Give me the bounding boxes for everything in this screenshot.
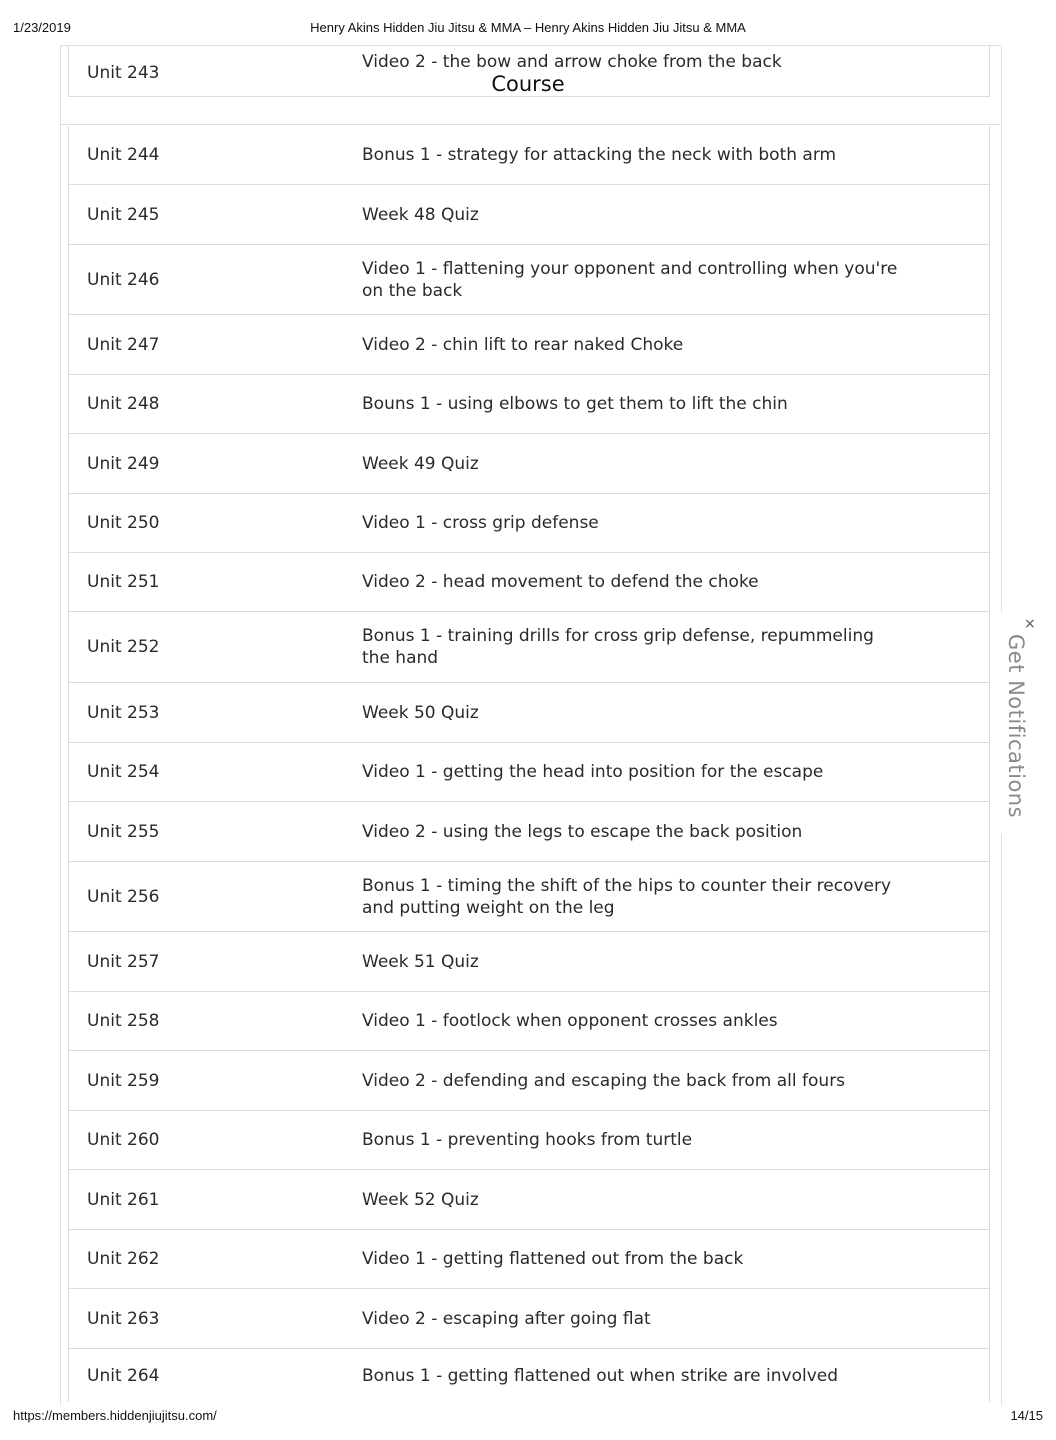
unit-title[interactable]: Bonus 1 - getting flattened out when strike are involved bbox=[362, 1365, 839, 1386]
unit-row[interactable] bbox=[68, 683, 990, 743]
unit-row[interactable] bbox=[68, 932, 990, 992]
unit-row[interactable] bbox=[68, 434, 990, 494]
get-notifications-label[interactable]: Get Notifications bbox=[1004, 634, 1028, 819]
unit-number: Unit 261 bbox=[87, 1189, 160, 1210]
unit-number: Unit 260 bbox=[87, 1130, 160, 1150]
print-page-title: Henry Akins Hidden Jiu Jitsu & MMA – Henry Akins Hidden Jiu Jitsu & MMA bbox=[310, 20, 746, 35]
unit-row[interactable] bbox=[68, 1111, 990, 1170]
unit-title[interactable]: Week 51 Quiz bbox=[362, 951, 479, 972]
unit-number: Unit 246 bbox=[87, 269, 160, 290]
unit-row[interactable] bbox=[68, 375, 990, 434]
notifications-widget[interactable] bbox=[996, 612, 1038, 834]
unit-row[interactable] bbox=[68, 992, 990, 1051]
unit-title[interactable]: Week 50 Quiz bbox=[362, 702, 479, 723]
course-divider bbox=[60, 124, 1000, 125]
unit-number: Unit 255 bbox=[87, 821, 160, 842]
unit-number: Unit 254 bbox=[87, 762, 160, 782]
unit-title[interactable]: Bouns 1 - using elbows to get them to lift the chin bbox=[362, 394, 788, 414]
unit-title[interactable]: Video 1 - getting the head into position for the escape bbox=[362, 762, 824, 782]
unit-title[interactable]: Video 2 - escaping after going flat bbox=[362, 1308, 651, 1329]
print-date: 1/23/2019 bbox=[13, 20, 71, 35]
unit-number: Unit 244 bbox=[87, 145, 160, 165]
unit-row[interactable] bbox=[68, 185, 990, 245]
unit-number: Unit 256 bbox=[87, 886, 160, 907]
course-heading: Course bbox=[491, 72, 565, 96]
unit-title[interactable]: Video 2 - defending and escaping the back from all fours bbox=[362, 1070, 846, 1091]
unit-title[interactable]: Week 48 Quiz bbox=[362, 204, 479, 225]
unit-title[interactable]: Video 1 - flattening your opponent and controlling when you're on the back bbox=[362, 258, 898, 301]
unit-title[interactable]: Video 1 - cross grip defense bbox=[362, 513, 599, 533]
unit-row[interactable] bbox=[68, 1230, 990, 1289]
unit-title[interactable]: Bonus 1 - strategy for attacking the neck with both arm bbox=[362, 145, 837, 165]
unit-title[interactable]: Video 2 - head movement to defend the choke bbox=[362, 572, 759, 592]
unit-number: Unit 249 bbox=[87, 453, 160, 474]
unit-row[interactable] bbox=[68, 1349, 990, 1402]
unit-number: Unit 257 bbox=[87, 951, 160, 972]
print-header bbox=[0, 20, 1056, 38]
unit-row[interactable] bbox=[68, 743, 990, 802]
close-icon[interactable]: × bbox=[1024, 616, 1036, 632]
unit-row[interactable] bbox=[68, 1289, 990, 1349]
unit-title[interactable]: Video 2 - chin lift to rear naked Choke bbox=[362, 334, 684, 355]
unit-number: Unit 264 bbox=[87, 1365, 160, 1386]
unit-number: Unit 259 bbox=[87, 1070, 160, 1091]
unit-row[interactable] bbox=[68, 315, 990, 375]
unit-number: Unit 262 bbox=[87, 1249, 160, 1269]
unit-row[interactable] bbox=[68, 494, 990, 553]
unit-title[interactable]: Video 2 - using the legs to escape the back position bbox=[362, 821, 803, 842]
unit-row[interactable] bbox=[68, 126, 990, 185]
unit-row[interactable] bbox=[68, 1051, 990, 1111]
unit-number: Unit 248 bbox=[87, 394, 160, 414]
unit-number: Unit 252 bbox=[87, 637, 160, 657]
unit-row[interactable] bbox=[68, 1170, 990, 1230]
unit-number: Unit 250 bbox=[87, 513, 160, 533]
unit-title[interactable]: Video 2 - the bow and arrow choke from the back bbox=[362, 52, 782, 72]
unit-title[interactable]: Video 1 - getting flattened out from the back bbox=[362, 1249, 744, 1269]
unit-number: Unit 251 bbox=[87, 572, 160, 592]
unit-row[interactable] bbox=[68, 612, 990, 683]
unit-number: Unit 247 bbox=[87, 334, 160, 355]
unit-row[interactable] bbox=[68, 862, 990, 932]
unit-title[interactable]: Week 49 Quiz bbox=[362, 453, 479, 474]
unit-title[interactable]: Bonus 1 - preventing hooks from turtle bbox=[362, 1130, 693, 1150]
print-footer bbox=[0, 1408, 1056, 1426]
unit-row[interactable] bbox=[68, 245, 990, 315]
unit-number: Unit 253 bbox=[87, 702, 160, 723]
print-page-number: 14/15 bbox=[1010, 1408, 1043, 1423]
unit-number: Unit 258 bbox=[87, 1011, 160, 1031]
unit-number: Unit 245 bbox=[87, 204, 160, 225]
unit-number: Unit 243 bbox=[87, 63, 160, 83]
unit-row[interactable] bbox=[68, 553, 990, 612]
unit-title[interactable]: Week 52 Quiz bbox=[362, 1189, 479, 1210]
unit-title[interactable]: Video 1 - footlock when opponent crosses ankles bbox=[362, 1011, 778, 1031]
unit-title[interactable]: Bonus 1 - training drills for cross grip defense, repummeling the hand bbox=[362, 626, 874, 668]
print-url: https://members.hiddenjiujitsu.com/ bbox=[13, 1408, 217, 1423]
unit-number: Unit 263 bbox=[87, 1308, 160, 1329]
unit-title[interactable]: Bonus 1 - timing the shift of the hips to counter their recovery and putting weight on the leg bbox=[362, 875, 892, 918]
unit-row[interactable] bbox=[68, 802, 990, 862]
